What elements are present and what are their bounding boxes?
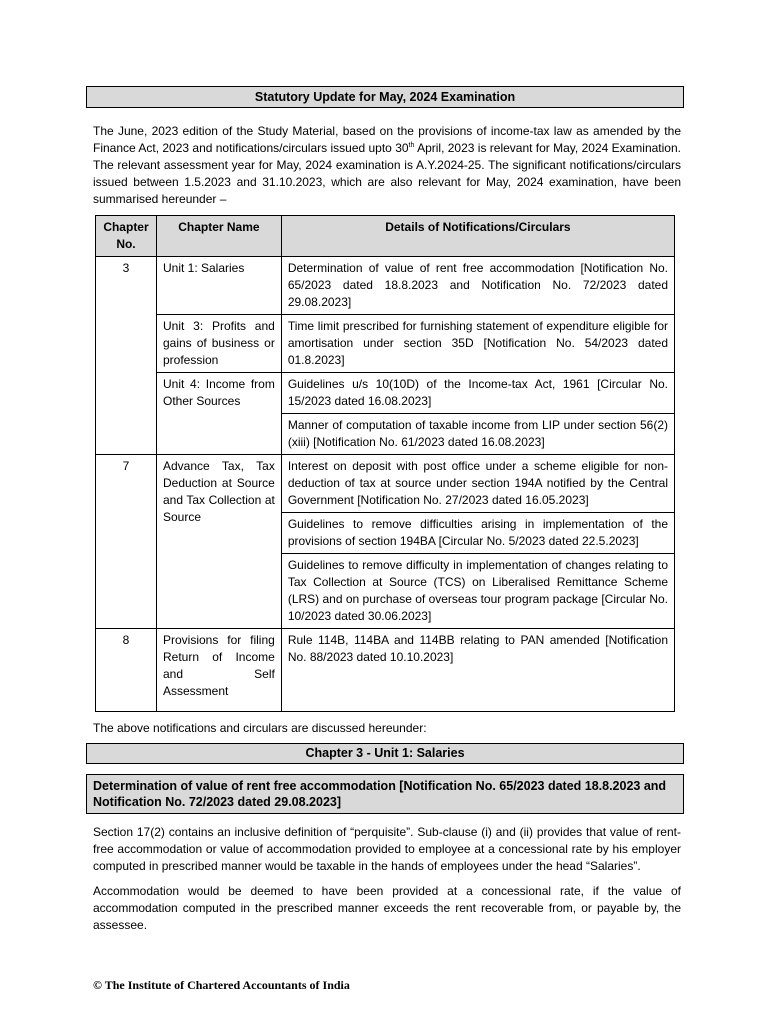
intro-text-after: April, 2023 is relevant for May, 2024 Examination. The relevant assessment year for May, 2024 examination is A.Y.2024-25. The significant notifications/circulars issued between 1.5.2023 and 31.10.2023, which are also relevant for May, 2024 examination, have been summarised hereunder –	[93, 141, 681, 206]
details-cell: Rule 114B, 114BA and 114BB relating to PAN amended [Notification No. 88/2023 dated 10.10.2023]	[281, 629, 674, 712]
table-row	[96, 315, 675, 373]
details-cell: Time limit prescribed for furnishing statement of expenditure eligible for amortisation under section 35D [Notification No. 54/2023 dated 01.8.2023]	[281, 315, 674, 373]
after-table-note: The above notifications and circulars are discussed hereunder:	[93, 721, 427, 735]
intro-text-before: The June, 2023 edition of the Study Material, based on the provisions of income-tax law as amended by the Finance Act, 2023 and notifications/circulars issued upto 30	[93, 124, 681, 155]
chapter-name-cell: Advance Tax, Tax Deduction at Source and Tax Collection at Source	[156, 455, 281, 629]
body-paragraph-1: Section 17(2) contains an inclusive definition of “perquisite”. Sub-clause (i) and (ii) provides that value of rent-free accommodation or value of accommodation provided to employee at a concessional rate by his employer computed in prescribed manner would be taxable in the hands of employees under the head “Salaries”.	[93, 825, 681, 873]
details-cell: Guidelines to remove difficulties arising in implementation of the provisions of section 194BA [Circular No. 5/2023 dated 22.5.2023]	[281, 513, 674, 554]
table-row	[96, 629, 675, 712]
details-cell: Guidelines to remove difficulty in implementation of changes relating to Tax Collection at Source (TCS) on Liberalised Remittance Scheme (LRS) and on purchase of overseas tour program package [Circular No. 10/2023 dated 30.06.2023]	[281, 554, 674, 629]
page-title: Statutory Update for May, 2024 Examination	[86, 86, 684, 108]
header-chapter-no: Chapter No.	[96, 216, 157, 257]
header-chapter-name: Chapter Name	[156, 216, 281, 257]
chapter-no-cell: 8	[96, 629, 157, 712]
chapter-name-cell: Unit 3: Profits and gains of business or profession	[156, 315, 281, 373]
footer-copyright: © The Institute of Chartered Accountants of India	[93, 978, 350, 992]
document-page	[86, 86, 684, 934]
header-details: Details of Notifications/Circulars	[281, 216, 674, 257]
chapter-name-cell: Unit 4: Income from Other Sources	[156, 373, 281, 455]
chapter-no-cell: 7	[96, 455, 157, 629]
intro-paragraph	[93, 123, 681, 208]
table-row	[96, 257, 675, 315]
chapter-name-cell: Unit 1: Salaries	[156, 257, 281, 315]
table-header-row	[96, 216, 675, 257]
table-row	[96, 373, 675, 414]
chapter-name-cell: Provisions for filing Return of Income and Self Assessment	[156, 629, 281, 712]
details-cell: Interest on deposit with post office under a scheme eligible for non-deduction of tax at source under section 194A notified by the Central Government [Notification No. 27/2023 dated 16.05.2023]	[281, 455, 674, 513]
table-row	[96, 455, 675, 513]
chapter-no-cell: 3	[96, 257, 157, 455]
body-paragraph-2: Accommodation would be deemed to have been provided at a concessional rate, if the value of accommodation computed in the prescribed manner exceeds the rent recoverable from, or payable by, the assessee.	[93, 884, 681, 932]
details-cell: Guidelines u/s 10(10D) of the Income-tax Act, 1961 [Circular No. 15/2023 dated 16.08.2023]	[281, 373, 674, 414]
intro-superscript: th	[408, 142, 415, 149]
details-cell: Determination of value of rent free accommodation [Notification No. 65/2023 dated 18.8.2023 and Notification No. 72/2023 dated 29.08.2023]	[281, 257, 674, 315]
sub-heading: Determination of value of rent free accommodation [Notification No. 65/2023 dated 18.8.2023 and Notification No. 72/2023 dated 29.08.2023]	[86, 774, 684, 814]
details-cell: Manner of computation of taxable income from LIP under section 56(2)(xiii) [Notification No. 61/2023 dated 16.08.2023]	[281, 414, 674, 455]
notifications-table	[95, 215, 675, 712]
section-heading: Chapter 3 - Unit 1: Salaries	[86, 743, 684, 764]
